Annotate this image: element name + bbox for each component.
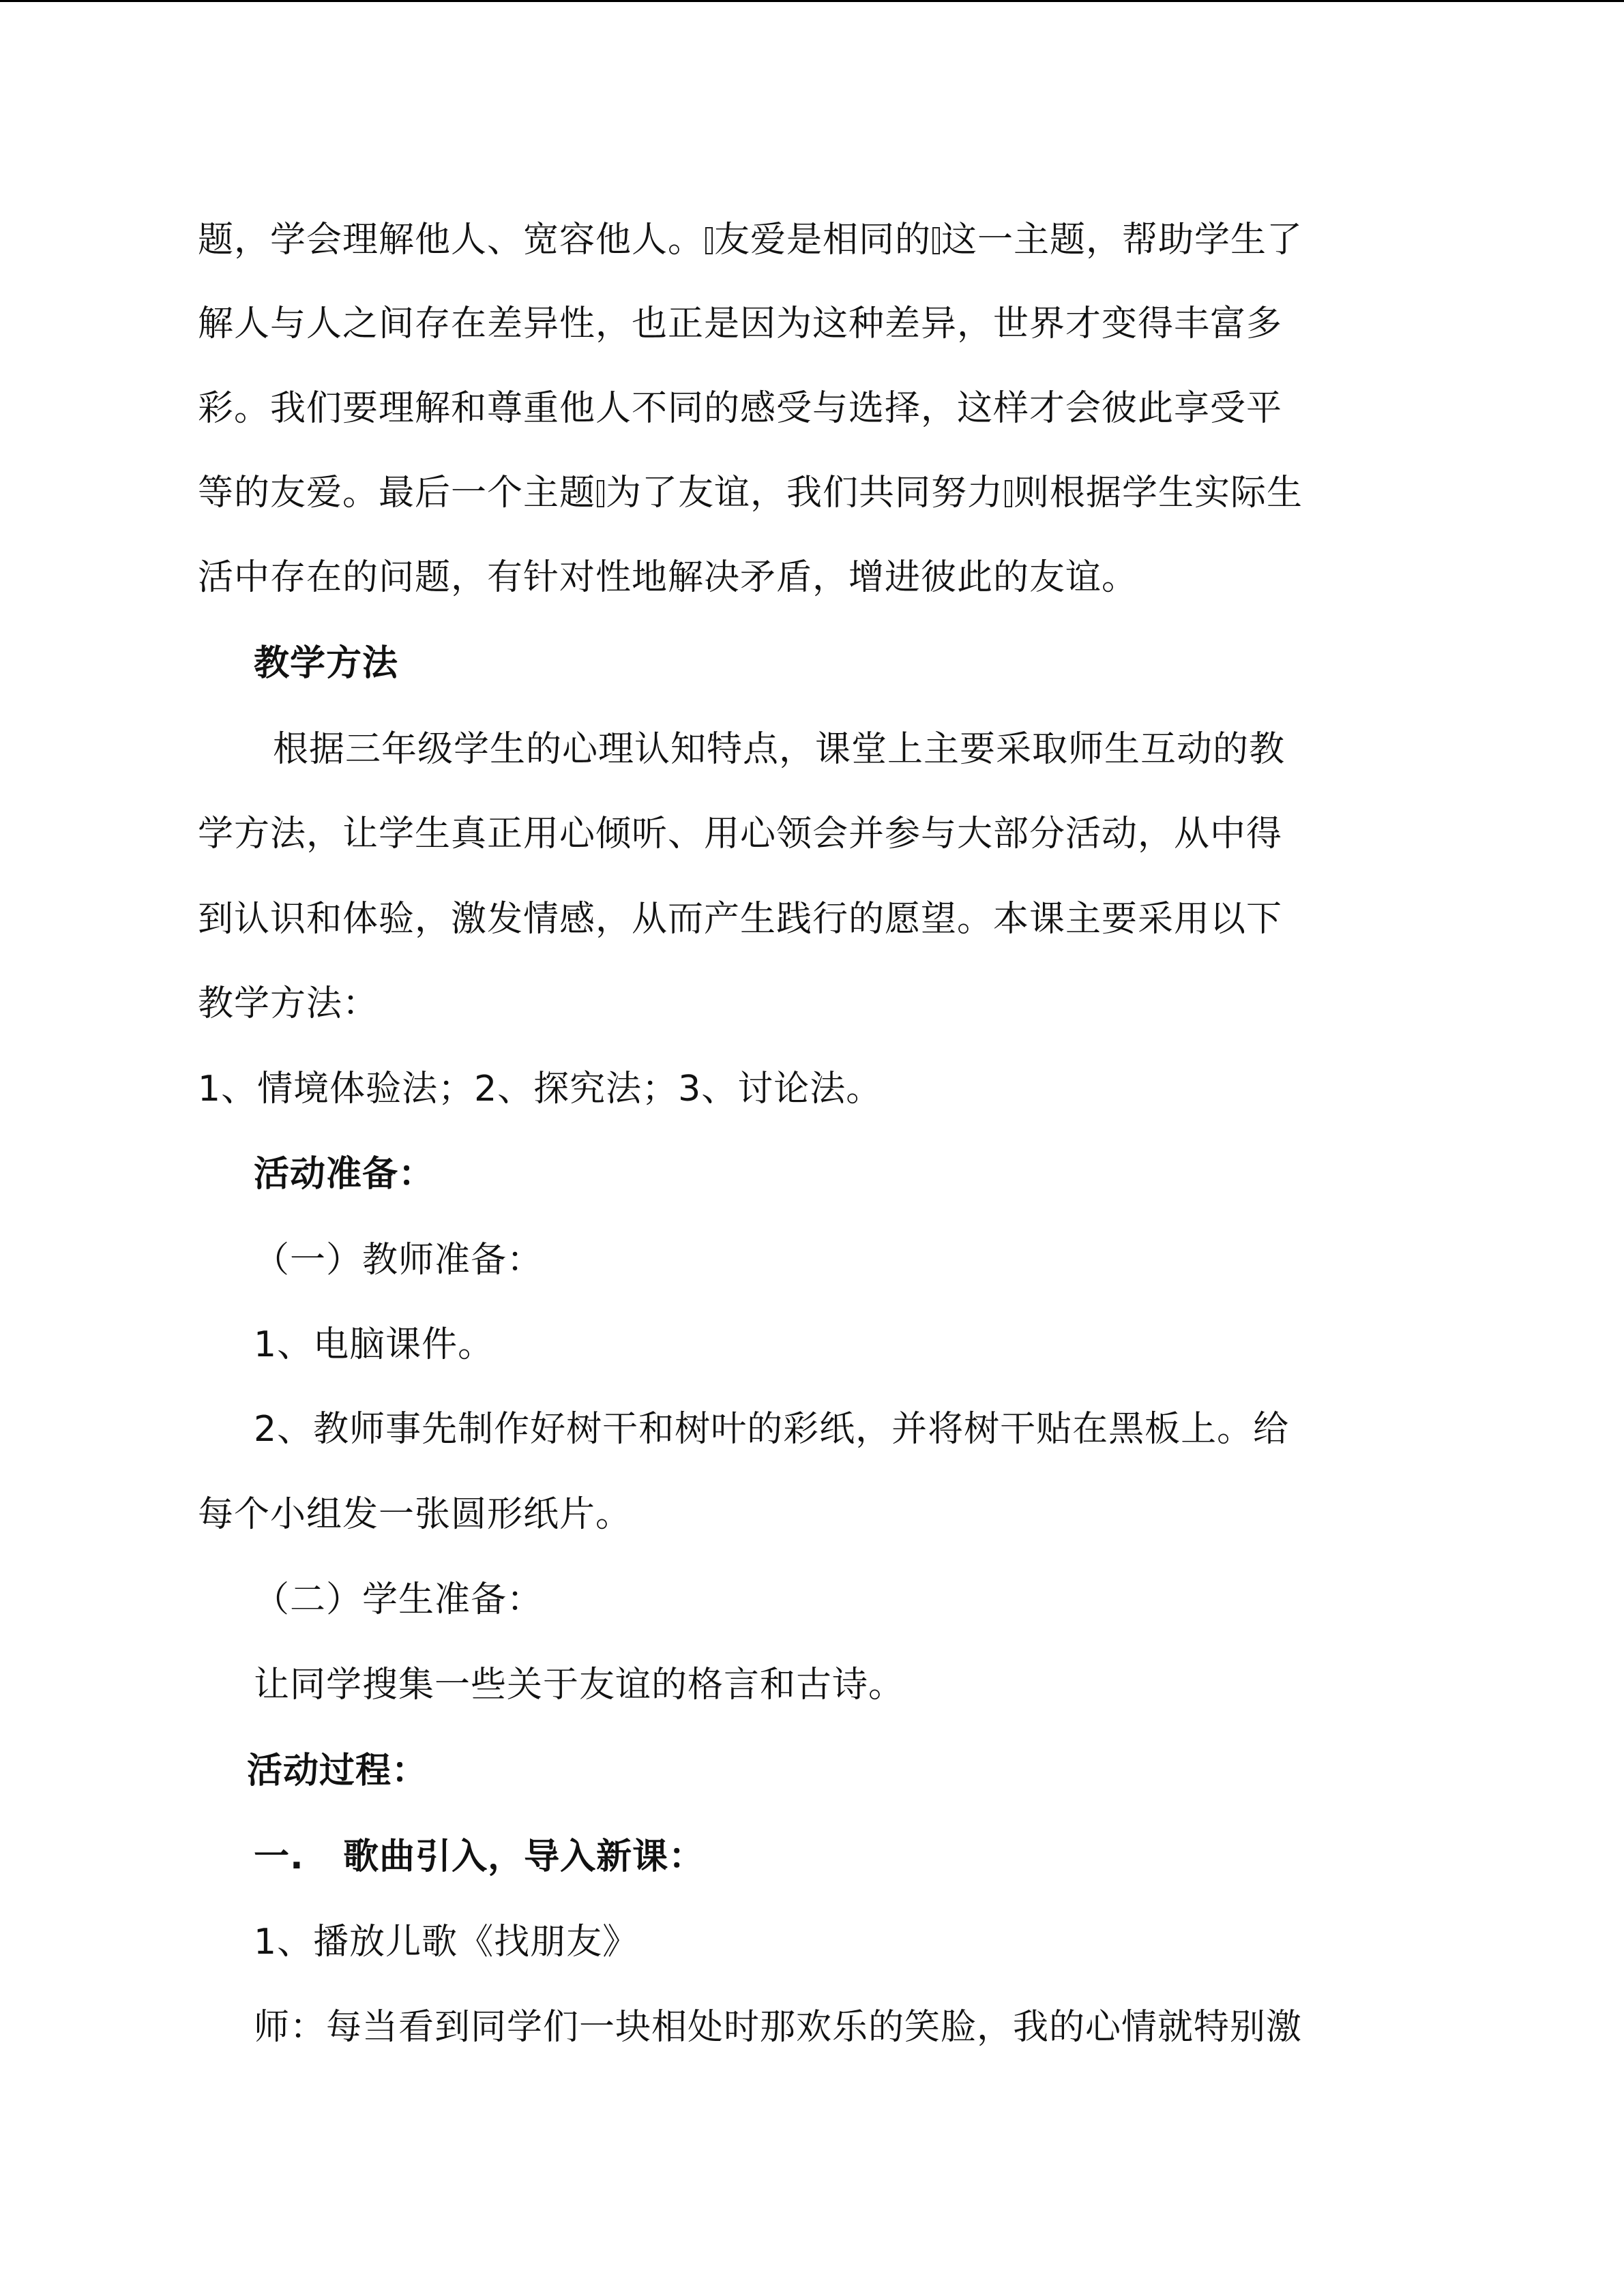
missing-glyph-box [1005,480,1012,507]
text-span: 题，学会理解他人、宽容他人。 [198,220,705,260]
list-item: 1、播放儿歌《找朋友》 [254,1922,639,1963]
paragraph-line: 1、情境体验法；2、探究法；3、讨论法。 [198,1069,883,1109]
sub-heading-student-prep: （二）学生准备： [254,1579,544,1620]
section-heading-activity-prep: 活动准备： [254,1154,435,1195]
missing-glyph-box [705,227,713,254]
paragraph-line: 每个小组发一张圆形纸片。 [198,1494,632,1535]
missing-glyph-box [597,480,604,507]
list-item: 2、教师事先制作好树干和树叶的彩纸，并将树干贴在黑板上。给 [254,1409,1290,1450]
sub-heading-teacher-prep: （一）教师准备： [254,1240,544,1281]
paragraph-line: 彩。我们要理解和尊重他人不同的感受与选择，这样才会彼此享受平 [198,388,1283,429]
text-span: 这一主题，帮助学生了 [941,220,1303,260]
step-heading: 一. 歌曲引入，导入新课： [254,1836,705,1877]
text-span: 等的友爱。最后一个主题 [198,473,596,513]
paragraph-line: 活中存在的问题，有针对性地解决矛盾，增进彼此的友谊。 [198,557,1138,598]
section-heading-teaching-method: 教学方法 [254,643,399,684]
text-span: 友爱是相同的 [714,220,932,260]
section-heading-activity-process: 活动过程： [247,1750,428,1791]
paragraph-line: 师：每当看到同学们一块相处时那欢乐的笑脸，我的心情就特别激 [254,2007,1303,2048]
paragraph-line: 解人与人之间存在差异性，也正是因为这种差异，世界才变得丰富多 [198,303,1283,344]
paragraph-line [198,471,1303,515]
text-span: 为了友谊，我们共同努力 [606,473,1004,513]
missing-glyph-box [932,227,940,254]
paragraph-line [198,218,1303,262]
list-item: 1、电脑课件。 [254,1324,494,1365]
paragraph-line: 教学方法： [198,983,379,1024]
paragraph-line: 根据三年级学生的心理认知特点，课堂上主要采取师生互动的教 [273,729,1286,770]
paragraph-line: 让同学搜集一些关于友谊的格言和古诗。 [254,1665,905,1705]
text-span: 则根据学生实际生 [1014,473,1303,513]
paragraph-line: 到认识和体验，激发情感，从而产生践行的愿望。本课主要采用以下 [198,899,1283,940]
paragraph-line: 学方法，让学生真正用心倾听、用心领会并参与大部分活动，从中得 [198,814,1283,854]
